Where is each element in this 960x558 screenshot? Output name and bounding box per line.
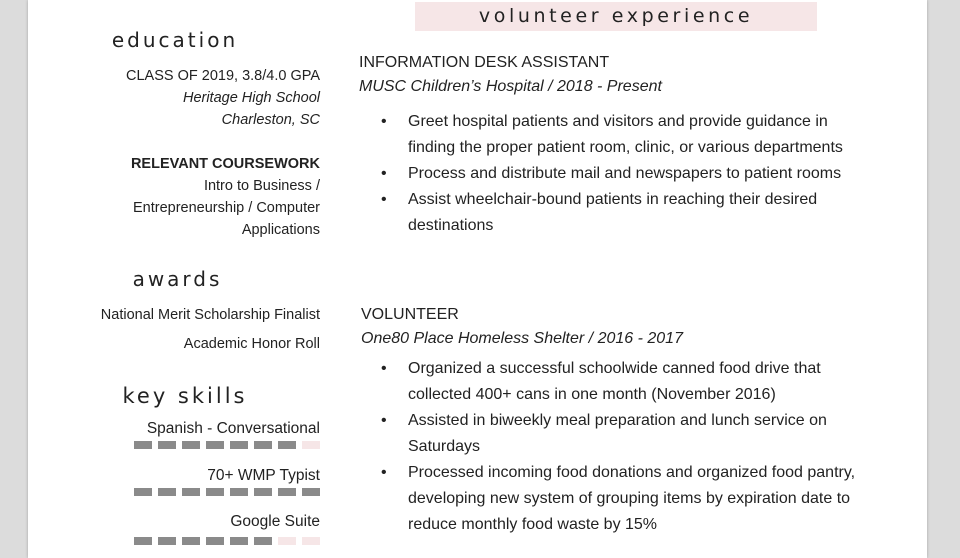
job-bullets (378, 356, 858, 538)
resume-page (28, 0, 927, 558)
skill-segment-filled (134, 441, 152, 449)
skill-segment-filled (134, 488, 152, 496)
bullet-item: • Process and distribute mail and newspapers to patient rooms (378, 161, 848, 187)
skill-level-bar (134, 488, 320, 496)
skill-segment-filled (206, 488, 224, 496)
skill-level-bar (134, 537, 320, 545)
education-school: Heritage High School (182, 90, 320, 106)
skill-segment-filled (158, 441, 176, 449)
bullet-item: • Organized a successful schoolwide canned food drive that collected 400+ cans in one month (November 2016) (378, 356, 858, 408)
skill-segment-filled (254, 537, 272, 545)
skill-segment-filled (278, 488, 296, 496)
skill-name: Spanish - Conversational (146, 420, 320, 437)
job-title: INFORMATION DESK ASSISTANT (359, 54, 610, 71)
job-organization: MUSC Children’s Hospital / 2018 - Present (359, 78, 662, 95)
job-title: VOLUNTEER (361, 306, 459, 323)
coursework-line: Applications (241, 222, 320, 238)
skill-segment-empty (302, 537, 320, 545)
skill-segment-empty (302, 441, 320, 449)
skills-heading: key skills (122, 384, 248, 408)
skill-segment-filled (158, 537, 176, 545)
skill-segment-filled (182, 488, 200, 496)
job-bullets (378, 109, 848, 239)
job-organization: One80 Place Homeless Shelter / 2016 - 2017 (361, 330, 683, 347)
award-item: National Merit Scholarship Finalist (100, 307, 320, 323)
skill-segment-filled (254, 488, 272, 496)
skill-segment-filled (278, 441, 296, 449)
education-heading: education (111, 28, 239, 52)
volunteer-heading: volunteer experience (415, 2, 817, 31)
skill-name: 70+ WMP Typist (207, 467, 320, 484)
skill-segment-filled (158, 488, 176, 496)
skill-segment-filled (182, 441, 200, 449)
skill-segment-filled (182, 537, 200, 545)
coursework-heading: RELEVANT COURSEWORK (130, 156, 320, 172)
skill-segment-filled (230, 537, 248, 545)
skill-segment-empty (278, 537, 296, 545)
skill-segment-filled (254, 441, 272, 449)
skill-segment-filled (230, 441, 248, 449)
coursework-line: Intro to Business / (203, 178, 320, 194)
bullet-item: • Processed incoming food donations and organized food pantry, developing new system of grouping items by expiration date to reduce monthly food waste by 15% (378, 460, 858, 538)
bullet-item: • Greet hospital patients and visitors and provide guidance in finding the proper patient room, clinic, or various departments (378, 109, 848, 161)
skill-segment-filled (230, 488, 248, 496)
education-location: Charleston, SC (221, 112, 320, 128)
bullet-item: • Assisted in biweekly meal preparation and lunch service on Saturdays (378, 408, 858, 460)
education-class-line: CLASS OF 2019, 3.8/4.0 GPA (126, 68, 320, 84)
skill-segment-filled (206, 537, 224, 545)
skill-segment-filled (134, 537, 152, 545)
bullet-item: • Assist wheelchair-bound patients in reaching their desired destinations (378, 187, 848, 239)
skill-level-bar (134, 441, 320, 449)
skill-name: Google Suite (230, 513, 320, 530)
awards-heading: awards (132, 267, 223, 291)
coursework-line: Entrepreneurship / Computer (133, 200, 320, 216)
skill-segment-filled (206, 441, 224, 449)
skill-segment-filled (302, 488, 320, 496)
award-item: Academic Honor Roll (183, 336, 320, 352)
